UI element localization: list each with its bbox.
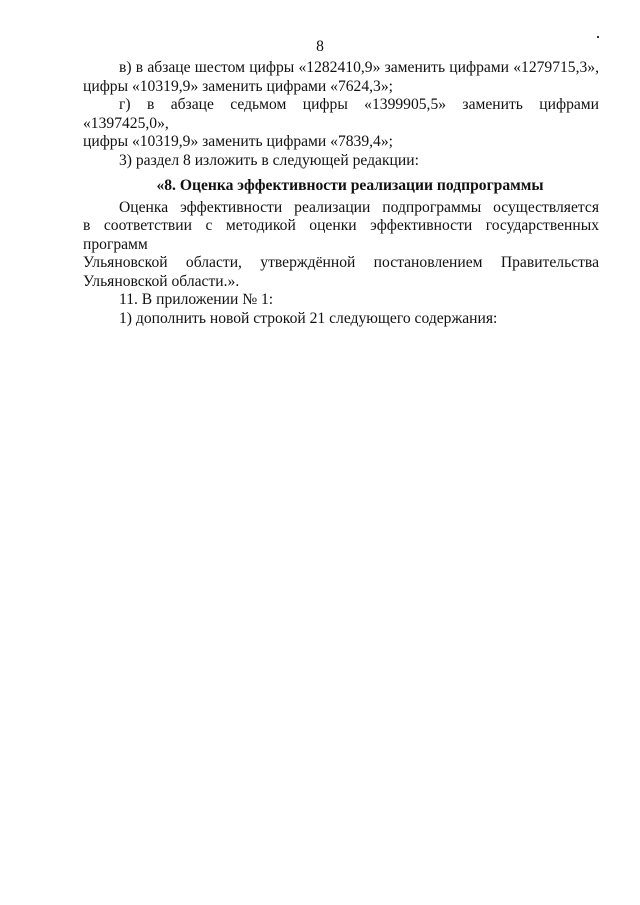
paragraph-g-line2: цифры «10319,9» заменить цифрами «7839,4»; bbox=[83, 133, 393, 150]
paragraph-section8-instruction: 3) раздел 8 изложить в следующей редакции: bbox=[119, 151, 419, 169]
paragraph-v-line1: в) в абзаце шестом цифры «1282410,9» заменить цифрами «1279715,3», bbox=[119, 59, 599, 76]
paragraph-add-row: 1) дополнить новой строкой 21 следующего содержания: bbox=[119, 309, 498, 327]
document-body bbox=[83, 59, 599, 328]
section-heading: «8. Оценка эффективности реализации подпрограммы bbox=[156, 177, 544, 194]
paragraph-appendix: 11. В приложении № 1: bbox=[119, 291, 274, 308]
page-number: 8 bbox=[316, 38, 324, 55]
paragraph-assessment-line1: Оценка эффективности реализации подпрограммы осуществляется bbox=[119, 198, 599, 216]
paragraph-assessment-line3: Ульяновской области, утверждённой постановлением Правительства bbox=[83, 254, 599, 271]
paragraph-assessment-line2: в соответствии с методикой оценки эффективности государственных программ bbox=[83, 217, 599, 253]
scan-dot-mark bbox=[597, 36, 599, 38]
paragraph-v-line2: цифры «10319,9» заменить цифрами «7624,3»; bbox=[83, 77, 393, 95]
paragraph-g-line1: г) в абзаце седьмом цифры «1399905,5» заменить цифрами «1397425,0», bbox=[83, 96, 599, 132]
paragraph-assessment-line4: Ульяновской области.». bbox=[83, 272, 240, 290]
